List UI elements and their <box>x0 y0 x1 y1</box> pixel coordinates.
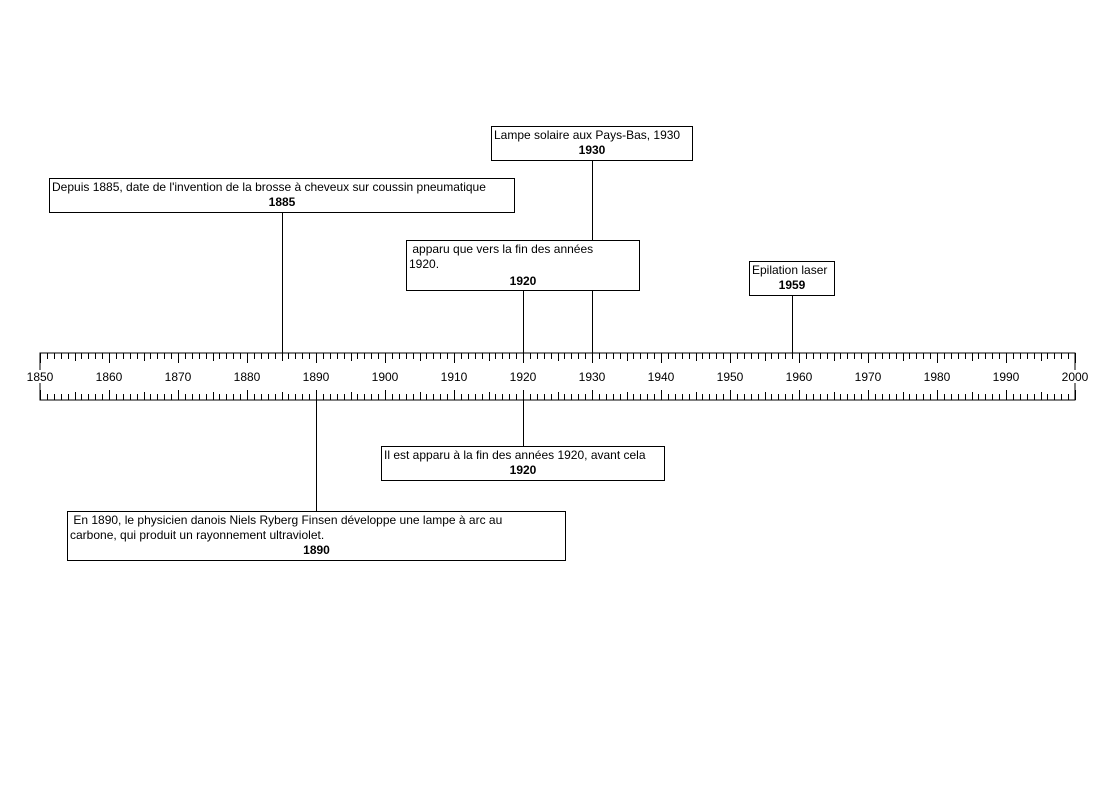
tick-label: 1980 <box>923 370 951 384</box>
event-text: Epilation laser <box>752 263 828 277</box>
event-text: En 1890, le physicien danois Niels Ryberg Finsen développe une lampe à arc au carbone, qui produit un rayonnement ultraviolet. <box>70 513 503 542</box>
event-year: 1959 <box>778 278 806 292</box>
tick-label: 1970 <box>854 370 882 384</box>
tick-label: 1940 <box>647 370 675 384</box>
event-year: 1890 <box>303 543 330 557</box>
event-box-1890-finsen <box>67 511 566 561</box>
event-text: Lampe solaire aux Pays-Bas, 1930 <box>494 128 681 142</box>
event-text: Il est apparu à la fin des années 1920, avant cela <box>384 448 646 462</box>
tick-label: 1850 <box>26 370 54 384</box>
tick-label: 1950 <box>716 370 744 384</box>
tick-label: 1880 <box>233 370 261 384</box>
event-year: 1930 <box>578 143 606 157</box>
tick-label: 1920 <box>509 370 537 384</box>
event-box-1885-brush <box>49 178 515 213</box>
tick-label: 1910 <box>440 370 468 384</box>
timeline-axis-bar <box>40 353 1075 400</box>
tick-label: 2000 <box>1061 370 1089 384</box>
event-box-1920-top <box>406 240 640 291</box>
tick-label: 1870 <box>164 370 192 384</box>
tick-label: 1990 <box>992 370 1020 384</box>
event-text: Depuis 1885, date de l'invention de la brosse à cheveux sur coussin pneumatique <box>52 180 486 194</box>
tick-label: 1890 <box>302 370 330 384</box>
event-box-1959-laser <box>749 261 835 296</box>
event-box-1920-bottom <box>381 446 665 481</box>
event-year: 1920 <box>509 274 537 288</box>
event-box-1930-sunlamp <box>491 126 693 161</box>
event-year: 1920 <box>509 463 537 477</box>
tick-label: 1960 <box>785 370 813 384</box>
tick-label: 1860 <box>95 370 123 384</box>
tick-label: 1930 <box>578 370 606 384</box>
event-text: apparu que vers la fin des années 1920. <box>409 242 594 271</box>
tick-label: 1900 <box>371 370 399 384</box>
event-year: 1885 <box>268 195 296 209</box>
